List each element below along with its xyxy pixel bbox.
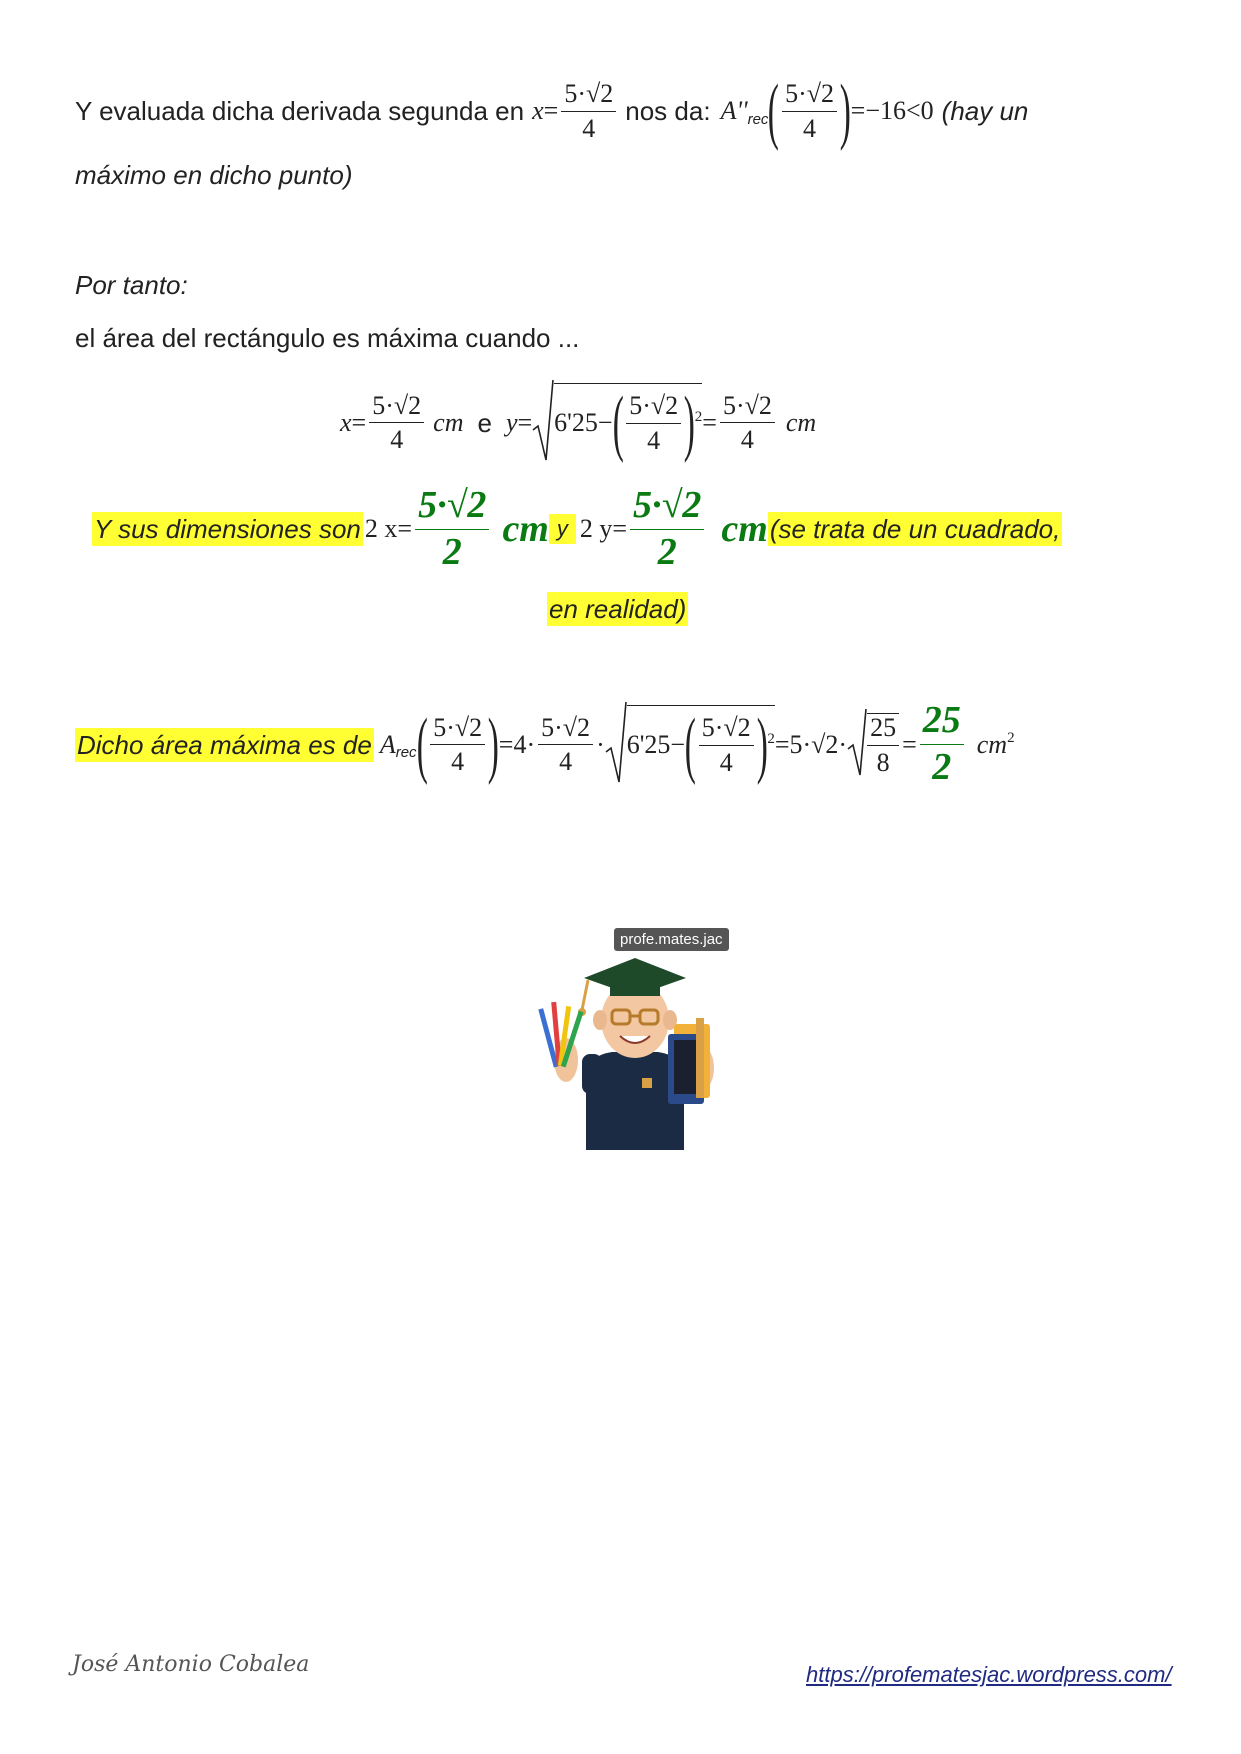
line1-post-text: (hay un: [941, 96, 1029, 126]
area-max-sentence: el área del rectángulo es máxima cuando ...: [75, 323, 580, 353]
square-root-icon: [532, 378, 554, 467]
square-root-icon: [847, 707, 867, 782]
unit-cm-green: cm: [502, 508, 549, 551]
maximum-note: máximo en dicho punto): [75, 160, 353, 190]
square-root-icon: [605, 700, 627, 789]
x-variable: x: [532, 96, 544, 125]
max-area-text: Dicho área máxima es de: [77, 729, 372, 760]
square-note: (se trata de un cuadrado,: [769, 514, 1061, 545]
therefore-heading: Por tanto:: [75, 270, 188, 300]
author-signature: José Antonio Cobalea: [72, 1652, 310, 1677]
second-derivative-subscript: rec: [747, 110, 769, 128]
unit-cm-green: cm: [721, 508, 768, 551]
xy-equation: x = $\frac{5\cdot√2}{4}$ cm e y = 6'25 − ( $\frac{5\cdot√2}{4}$ ) 2 = $\frac{5\cdot√2}{4}$ cm: [340, 378, 816, 467]
equals-sign: =: [543, 96, 559, 125]
line1-mid-text: nos da:: [625, 96, 711, 126]
fraction-x-value: $\frac{5\cdot√2}{4}$: [561, 80, 616, 142]
area-symbol: A: [379, 729, 396, 759]
unit-cm2: cm: [976, 729, 1008, 759]
side-y-fraction: $\frac{5\cdot√2}{2}$: [630, 486, 704, 573]
fraction-argument: $\frac{5\cdot√2}{4}$: [782, 80, 837, 142]
second-derivative-line: Y evaluada dicha derivada segunda en x = $\frac{5\cdot√2}{4}$ nos da: A'' rec ( $\frac{5\cdot√2}{4}$ ) =−16<0 (hay un: [75, 70, 1029, 152]
avatar-label: profe.mates.jac: [614, 928, 729, 951]
y-variable: y: [505, 407, 518, 437]
max-area-result: $\frac{25}{2}$: [920, 701, 964, 788]
teacher-avatar: [524, 928, 746, 1150]
unit-cm: cm: [785, 407, 817, 437]
area-subscript: rec: [395, 744, 417, 761]
avatar-illustration: [524, 928, 746, 1150]
dimensions-line: Y sus dimensiones son 2 x = $\frac{5\cdot√2}{2}$ cm y 2 y = $\frac{5\cdot√2}{2}$ cm (se trata de un cuadrado,: [94, 484, 1061, 573]
second-derivative-symbol: A'': [720, 96, 748, 125]
two-y: 2 y: [579, 514, 613, 544]
square-note-cont: en realidad): [549, 594, 687, 624]
root-content: 6'25 − ( $\frac{5\cdot√2}{4}$ ) 2: [554, 382, 703, 464]
conjunction-e: e: [477, 407, 492, 438]
line1-text: Y evaluada dicha derivada segunda en: [75, 96, 525, 126]
derivative-result: =−16<0: [850, 96, 934, 125]
blog-link[interactable]: https://profematesjac.wordpress.com/: [806, 1662, 1172, 1687]
conjunction-y: y: [549, 514, 576, 544]
fraction-y: $\frac{5\cdot√2}{4}$: [720, 392, 775, 454]
fraction-x: $\frac{5\cdot√2}{4}$: [369, 392, 424, 454]
unit-cm: cm: [433, 407, 464, 437]
side-x-fraction: $\frac{5\cdot√2}{2}$: [415, 486, 489, 573]
dimensions-text: Y sus dimensiones son: [94, 514, 361, 545]
max-area-line: Dicho área máxima es de A rec ( $\frac{5\cdot√2}{4}$ ) =4· $\frac{5\cdot√2}{4}$ · 6'25 − ( $\frac{5\cdot√2}{4}$ ) 2 =5·√2· $\frac{25}{8}$ = $\frac{25}{2}$ cm 2: [77, 699, 1015, 788]
two-x: 2 x: [364, 514, 398, 544]
x-variable: x: [340, 407, 352, 437]
